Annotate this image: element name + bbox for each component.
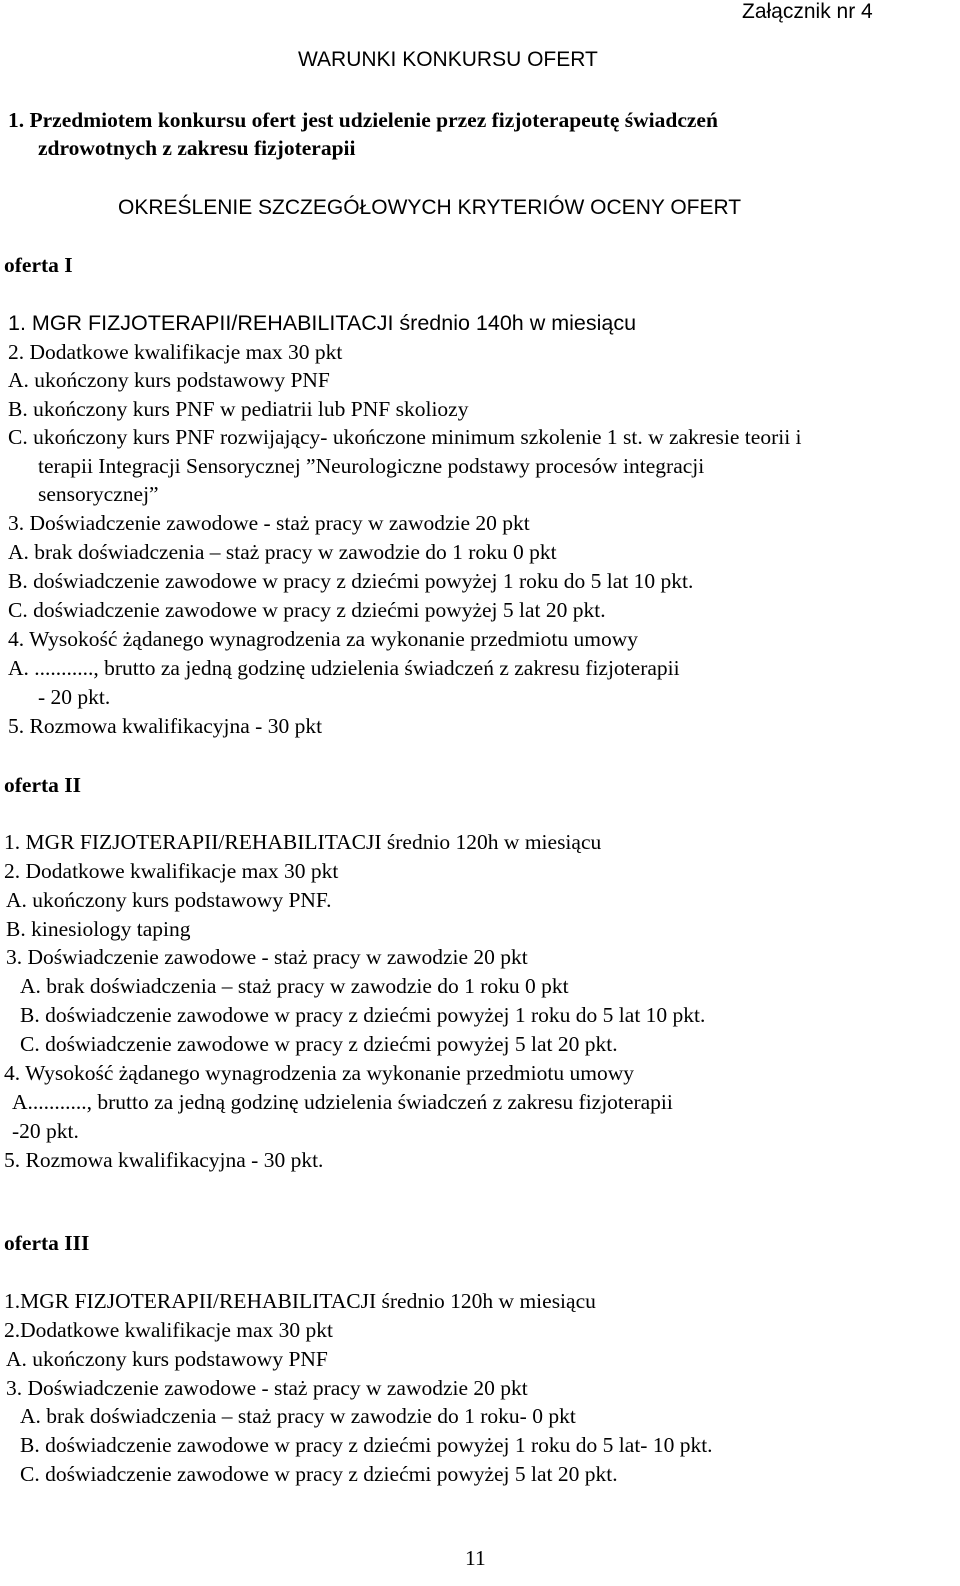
- offer-2-line: 3. Doświadczenie zawodowe - staż pracy w zawodzie 20 pkt: [6, 945, 528, 969]
- page-number: 11: [465, 1546, 486, 1570]
- offer-1-line: A. brak doświadczenia – staż pracy w zawodzie do 1 roku 0 pkt: [8, 540, 557, 564]
- offer-2-heading: oferta II: [4, 773, 82, 797]
- offer-2-line: -20 pkt.: [12, 1119, 79, 1143]
- offer-2-line: 1. MGR FIZJOTERAPII/REHABILITACJI średnio 120h w miesiącu: [4, 830, 602, 854]
- offer-2-line: A..........., brutto za jedną godzinę udzielenia świadczeń z zakresu fizjoterapii: [12, 1090, 673, 1114]
- offer-1-line: 5. Rozmowa kwalifikacyjna - 30 pkt: [8, 714, 323, 738]
- offer-1-line: B. ukończony kurs PNF w pediatrii lub PNF skoliozy: [8, 397, 469, 421]
- offer-3-line: B. doświadczenie zawodowe w pracy z dziećmi powyżej 1 roku do 5 lat- 10 pkt.: [20, 1433, 713, 1457]
- offer-2-line: A. brak doświadczenia – staż pracy w zawodzie do 1 roku 0 pkt: [20, 974, 569, 998]
- offer-3-line: 2.Dodatkowe kwalifikacje max 30 pkt: [4, 1318, 333, 1342]
- offer-1-line: 4. Wysokość żądanego wynagrodzenia za wykonanie przedmiotu umowy: [8, 627, 638, 651]
- offer-3-line: 3. Doświadczenie zawodowe - staż pracy w zawodzie 20 pkt: [6, 1376, 528, 1400]
- offer-3-line: A. ukończony kurs podstawowy PNF: [6, 1347, 328, 1371]
- intro-line-2: zdrowotnych z zakresu fizjoterapii: [38, 136, 356, 160]
- offer-2-line: C. doświadczenie zawodowe w pracy z dziećmi powyżej 5 lat 20 pkt.: [20, 1032, 618, 1056]
- offer-2-line: A. ukończony kurs podstawowy PNF.: [6, 888, 332, 912]
- offer-1-line: sensorycznej”: [38, 482, 159, 506]
- document-title: WARUNKI KONKURSU OFERT: [298, 48, 598, 71]
- offer-1-line: B. doświadczenie zawodowe w pracy z dziećmi powyżej 1 roku do 5 lat 10 pkt.: [8, 569, 694, 593]
- criteria-heading: OKREŚLENIE SZCZEGÓŁOWYCH KRYTERIÓW OCENY OFERT: [118, 196, 742, 219]
- offer-3-line: 1.MGR FIZJOTERAPII/REHABILITACJI średnio 120h w miesiącu: [4, 1289, 596, 1313]
- offer-1-heading: oferta I: [4, 253, 73, 277]
- offer-1-line: terapii Integracji Sensorycznej ”Neurologiczne podstawy procesów integracji: [38, 454, 705, 478]
- offer-3-line: A. brak doświadczenia – staż pracy w zawodzie do 1 roku- 0 pkt: [20, 1404, 576, 1428]
- offer-1-line: C. ukończony kurs PNF rozwijający- ukończone minimum szkolenie 1 st. w zakresie teorii i: [8, 425, 802, 449]
- offer-1-line: 3. Doświadczenie zawodowe - staż pracy w zawodzie 20 pkt: [8, 511, 530, 535]
- offer-2-line: 4. Wysokość żądanego wynagrodzenia za wykonanie przedmiotu umowy: [4, 1061, 634, 1085]
- offer-1-line: 2. Dodatkowe kwalifikacje max 30 pkt: [8, 340, 343, 364]
- offer-2-line: 2. Dodatkowe kwalifikacje max 30 pkt: [4, 859, 339, 883]
- offer-1-line: - 20 pkt.: [38, 685, 111, 709]
- attachment-label: Załącznik nr 4: [742, 0, 873, 23]
- offer-1-line: 1. MGR FIZJOTERAPII/REHABILITACJI średnio 140h w miesiącu: [8, 311, 637, 335]
- offer-3-line: C. doświadczenie zawodowe w pracy z dziećmi powyżej 5 lat 20 pkt.: [20, 1462, 618, 1486]
- offer-2-line: B. kinesiology taping: [6, 917, 191, 941]
- offer-2-line: B. doświadczenie zawodowe w pracy z dziećmi powyżej 1 roku do 5 lat 10 pkt.: [20, 1003, 706, 1027]
- offer-1-line: A. ..........., brutto za jedną godzinę udzielenia świadczeń z zakresu fizjoterapii: [8, 656, 680, 680]
- intro-line-1: 1. Przedmiotem konkursu ofert jest udzielenie przez fizjoterapeutę świadczeń: [8, 108, 718, 132]
- offer-1-line: C. doświadczenie zawodowe w pracy z dziećmi powyżej 5 lat 20 pkt.: [8, 598, 606, 622]
- offer-2-line: 5. Rozmowa kwalifikacyjna - 30 pkt.: [4, 1148, 324, 1172]
- offer-1-line: A. ukończony kurs podstawowy PNF: [8, 368, 330, 392]
- offer-3-heading: oferta III: [4, 1231, 90, 1255]
